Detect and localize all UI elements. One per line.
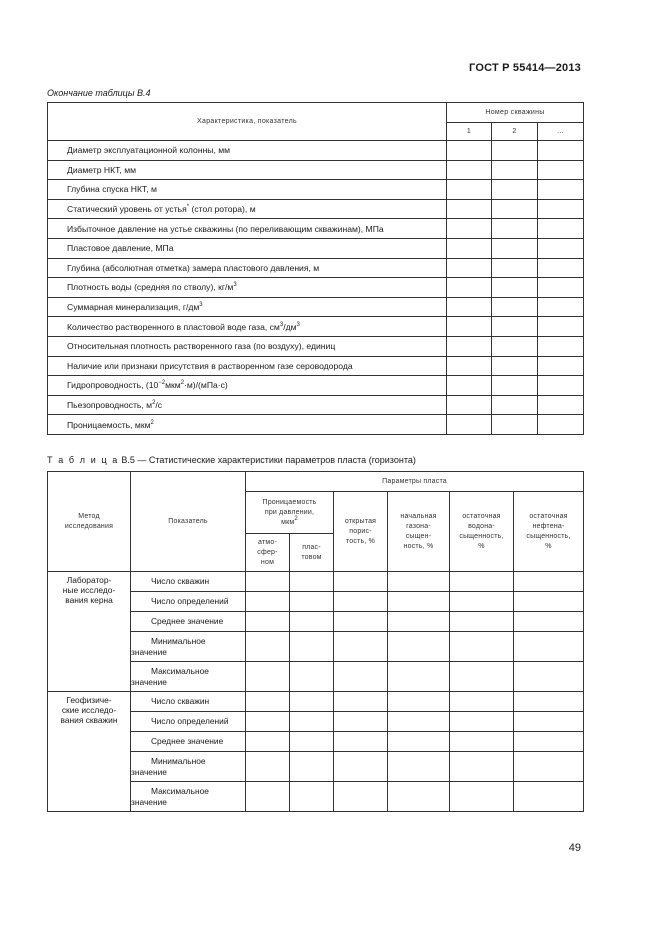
method-geophysical: Геофизиче- ские исследо- вания скважин <box>48 692 131 812</box>
header-indicator: Показатель <box>131 472 246 572</box>
row-label: Суммарная минерализация, $г/дм^3$ <box>48 297 447 317</box>
row-label: Количество растворенного в пластовой воде газа, $см^3/дм^3$ <box>48 317 447 337</box>
row-label: Максимальное значение <box>131 662 246 692</box>
row-label: Избыточное давление на устье скважины (по переливающим скважинам), МПа <box>48 219 447 239</box>
table-row <box>48 278 584 298</box>
header-well-2: 2 <box>492 123 538 141</box>
method-lab-core: Лаборатор- ные исследо- вания керна <box>48 572 131 692</box>
table-row <box>48 572 584 592</box>
table-b4 <box>47 102 584 435</box>
row-label: Статический уровень от устья* (стол ротора), м <box>48 199 447 219</box>
row-label: Проницаемость, мкм$^2$ <box>48 415 447 435</box>
table-row <box>48 160 584 180</box>
row-label: Максимальное значение <box>131 782 246 812</box>
row-label: Число скважин <box>131 572 246 592</box>
table-row <box>48 219 584 239</box>
header-perm-reservoir: плас- товом <box>290 534 334 572</box>
header-formation-params: Параметры пласта <box>246 472 584 492</box>
row-label: Минимальное значение <box>131 632 246 662</box>
table5-caption: Т а б л и ц а В.5 — Статистические характеристики параметров пласта (горизонта) <box>47 455 416 465</box>
header-porosity: открытая порис- тость, % <box>334 492 388 572</box>
row-label: Диаметр НКТ, мм <box>48 160 447 180</box>
row-label: Глубина (абсолютная отметка) замера пластового давления, м <box>48 258 447 278</box>
table-row <box>48 317 584 337</box>
row-label: Диаметр эксплуатационной колонны, мм <box>48 141 447 161</box>
header-water-saturation: остаточная водона- сыщенность, % <box>450 492 514 572</box>
table-row <box>48 258 584 278</box>
row-label: Среднее значение <box>131 612 246 632</box>
table-row <box>48 692 584 712</box>
header-well-1: 1 <box>447 123 492 141</box>
row-label: Пластовое давление, МПа <box>48 238 447 258</box>
row-label: Число определений <box>131 712 246 732</box>
row-label: Наличие или признаки присутствия в растворенном газе сероводорода <box>48 356 447 376</box>
table-row <box>48 141 584 161</box>
table4-caption: Окончание таблицы В.4 <box>47 88 151 98</box>
header-indicator: Характеристика, показатель <box>48 103 447 141</box>
header-well-number: Номер скважины <box>447 103 584 123</box>
table-row <box>48 336 584 356</box>
row-label: Число определений <box>131 592 246 612</box>
header-gas-saturation: начальная газона- сыщен- ность, % <box>388 492 450 572</box>
page-number: 49 <box>568 842 581 854</box>
table-row <box>48 415 584 435</box>
table-row <box>48 395 584 415</box>
header-method: Метод исследования <box>48 472 131 572</box>
header-permeability: Проницаемость при давлении, мкм$^2$ <box>246 492 334 534</box>
table-row <box>48 238 584 258</box>
table-row <box>48 199 584 219</box>
header-oil-saturation: остаточная нефтена- сыщенность, % <box>514 492 584 572</box>
row-label: Относительная плотность растворенного газа (по воздуху), единиц <box>48 336 447 356</box>
row-label: Плотность воды (средняя по стволу), $кг/м^3$ <box>48 278 447 298</box>
row-label: Минимальное значение <box>131 752 246 782</box>
document-code: ГОСТ Р 55414—2013 <box>469 62 581 74</box>
table-row <box>48 356 584 376</box>
row-label: Среднее значение <box>131 732 246 752</box>
table-row <box>48 376 584 396</box>
row-label: Глубина спуска НКТ, м <box>48 180 447 200</box>
row-label: Число скважин <box>131 692 246 712</box>
row-label: Гидропроводность, $(10^{-2}мкм^2\cdot м)/(мПа\cdot с)$ <box>48 376 447 396</box>
table-row <box>48 180 584 200</box>
table-b5 <box>47 471 584 812</box>
header-well-more: … <box>538 123 584 141</box>
table-row <box>48 297 584 317</box>
row-label: Пьезопроводность, $м^2/с$ <box>48 395 447 415</box>
header-perm-atmospheric: атмо- сфер- ном <box>246 534 290 572</box>
